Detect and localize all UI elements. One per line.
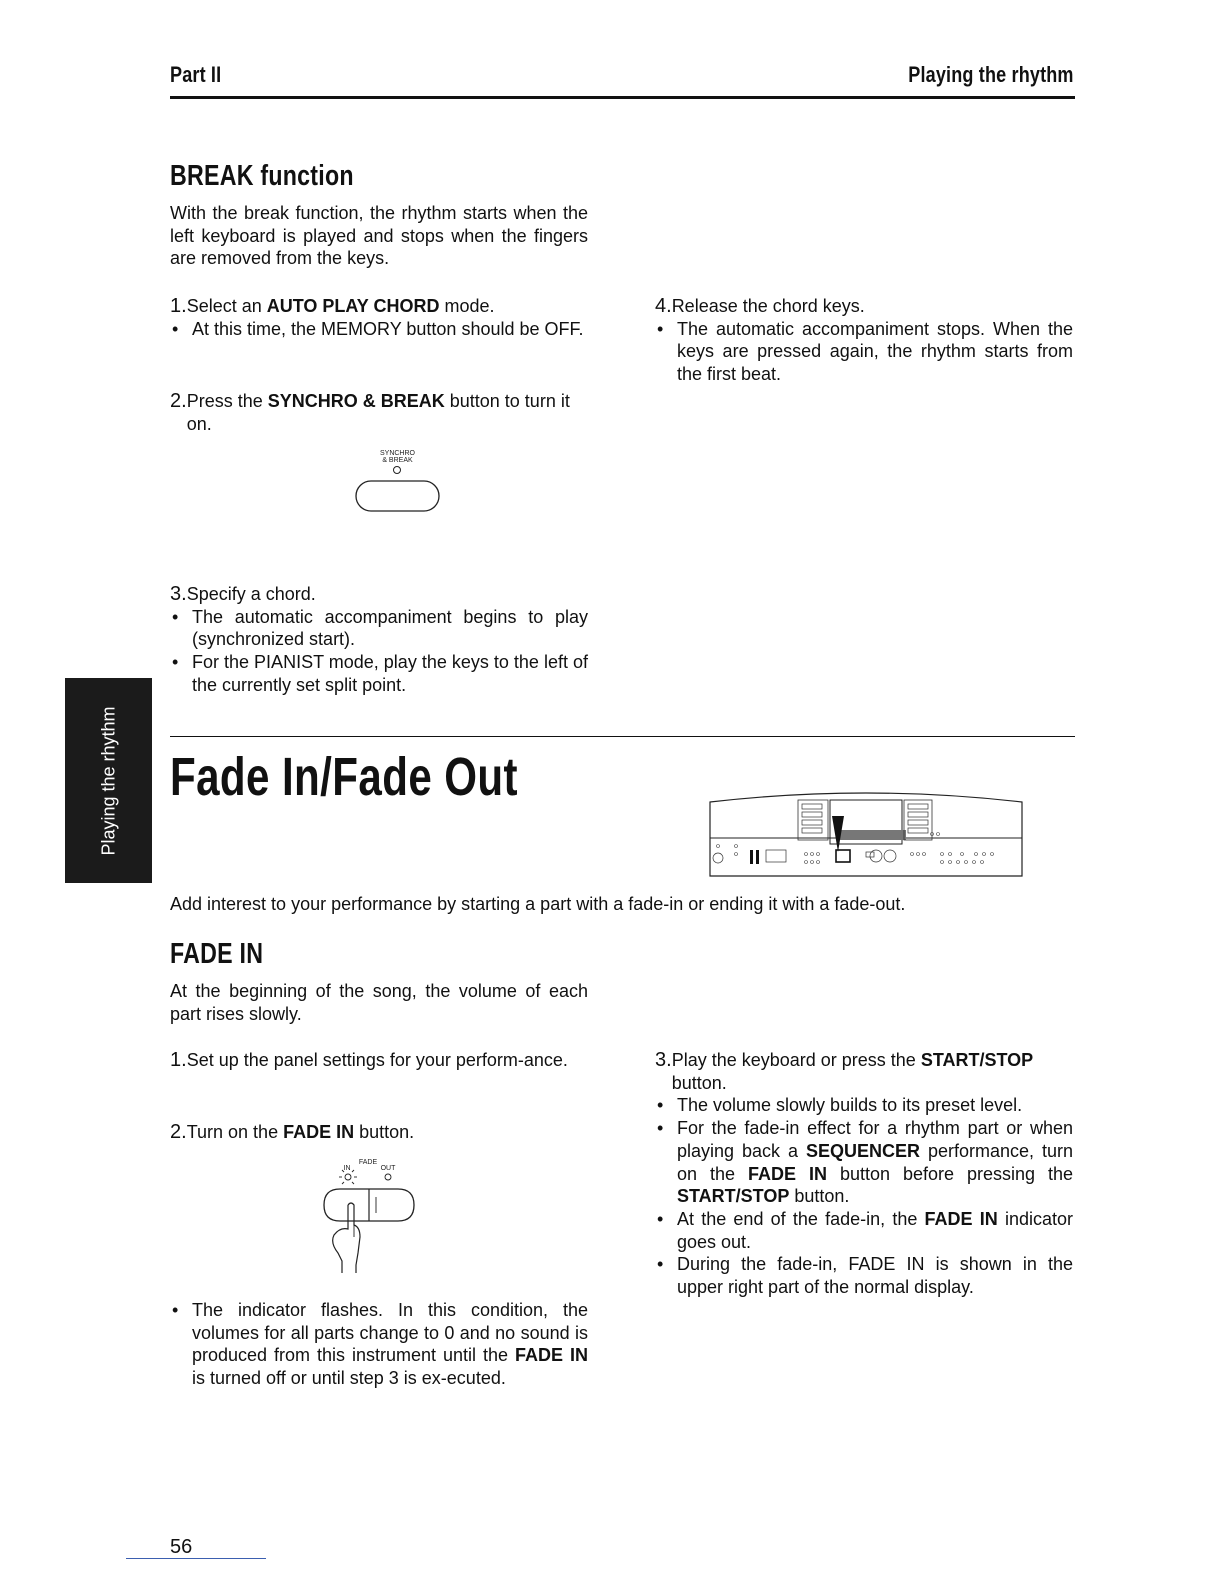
break-title: BREAK function	[170, 160, 354, 192]
break-step-2: 2. Press the SYNCHRO & BREAK button to turn it on.	[170, 390, 570, 434]
synchro-label: SYNCHRO	[379, 450, 415, 457]
keyboard-panel-illustration	[706, 786, 1026, 880]
step-number: 1.	[170, 1049, 187, 1071]
step-number: 3.	[170, 583, 187, 605]
header-section: Playing the rhythm	[908, 62, 1074, 87]
fade-in-label: IN	[343, 1165, 351, 1172]
break-step-1-bullet: • At this time, the MEMORY button should be OFF.	[170, 318, 588, 341]
break-step-3: 3.Specify a chord. • The automatic accompaniment begins to play (synchronized start). • For the PIANIST mode, play the keys to the left of the currently set split point.	[170, 583, 588, 697]
break-step-1: 1.Select an AUTO PLAY CHORD mode. • At this time, the MEMORY button should be OFF.	[170, 295, 588, 340]
step-number: 1.	[170, 295, 187, 317]
fadein-step-3-bullet-2: • For the fade-in effect for a rhythm part or when playing back a SEQUENCER performance, turn on the FADE IN button before pressing the START/STOP button.	[655, 1117, 1073, 1208]
fadein-step-3-bullet-4: • During the fade-in, FADE IN is shown in the upper right part of the normal display.	[655, 1253, 1073, 1298]
fade-intro: Add interest to your performance by starting a part with a fade-in or ending it with a fade-out.	[170, 894, 906, 914]
fadein-step-1: 1. Set up the panel settings for your perform-ance.	[170, 1049, 568, 1071]
side-tab-label: Playing the rhythm	[98, 705, 118, 856]
break-step-4: 4.Release the chord keys. • The automatic accompaniment stops. When the keys are pressed again, the rhythm starts from the first beat.	[655, 295, 1073, 386]
fadein-title: FADE IN	[170, 938, 264, 970]
step-number: 4.	[655, 295, 672, 317]
page-number: 56	[170, 1536, 193, 1558]
fade-button-icon	[320, 1169, 420, 1277]
fadein-indicator-bullet: • The indicator flashes. In this condition, the volumes for all parts change to 0 and no sound is produced from this instrument until the FADE IN is turned off or until step 3 is ex-ecuted.	[170, 1299, 588, 1390]
fade-button-illustration	[320, 1157, 420, 1277]
fade-label: FADE	[358, 1159, 378, 1166]
break-intro: With the break function, the rhythm starts when the left keyboard is played and stops when the fingers are removed from the keys.	[170, 203, 588, 269]
fade-out-label: OUT	[380, 1165, 396, 1172]
fadein-intro: At the beginning of the song, the volume of each part rises slowly.	[170, 981, 588, 1024]
fadein-step-2: 2.Turn on the FADE IN button.	[170, 1121, 415, 1143]
synchro-break-button-icon	[350, 464, 450, 524]
step-number: 3.	[655, 1049, 672, 1071]
step-number: 2.	[170, 390, 187, 412]
fadein-step-3-bullet-1: • The volume slowly builds to its preset level.	[655, 1094, 1073, 1117]
break-step-4-bullet: • The automatic accompaniment stops. When the keys are pressed again, the rhythm starts from the first beat.	[655, 318, 1073, 386]
header-rule	[170, 96, 1075, 99]
break-step-3-bullet-1: • The automatic accompaniment begins to play (synchronized start).	[170, 606, 588, 651]
side-tab	[65, 678, 152, 883]
break-label: & BREAK	[382, 457, 413, 464]
fadein-step-3: 3. Play the keyboard or press the START/STOP button. • The volume slowly builds to its preset level. • For the fade-in effect for a rhythm part or when playing back a SEQUENCER performance, turn on the FADE IN button before pressing the START/STOP button. • At the end of the fade-in, the FADE IN indicator goes out. • During the fade-in, FADE IN is shown in the upper right part of the normal display.	[655, 1049, 1073, 1299]
fadein-step-3-bullet-3: • At the end of the fade-in, the FADE IN indicator goes out.	[655, 1208, 1073, 1253]
synchro-break-illustration	[350, 450, 450, 525]
break-step-3-bullet-2: • For the PIANIST mode, play the keys to the left of the currently set split point.	[170, 651, 588, 696]
section-rule	[170, 736, 1075, 737]
header-part: Part II	[170, 62, 222, 87]
step-number: 2.	[170, 1121, 187, 1143]
fade-section-title: Fade In/Fade Out	[170, 747, 518, 807]
page-number-rule	[126, 1558, 266, 1559]
